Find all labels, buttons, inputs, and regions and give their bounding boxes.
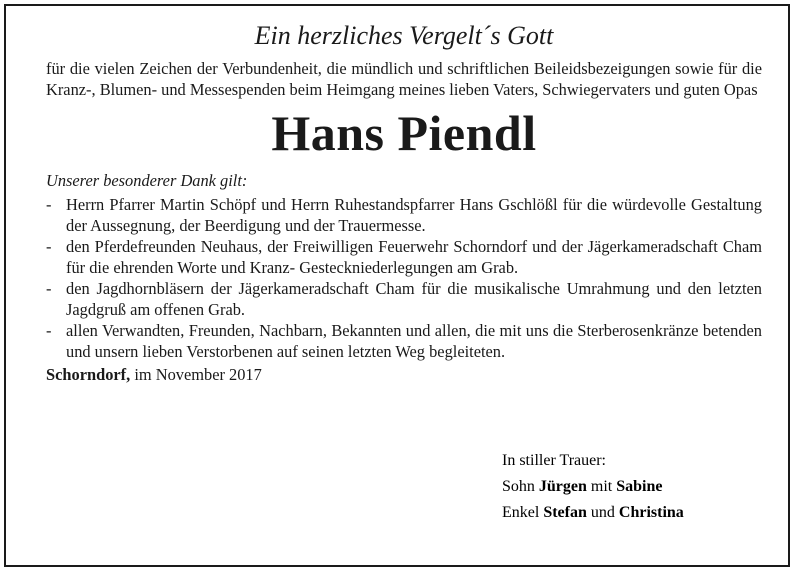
name-granddaughter: Christina bbox=[618, 504, 684, 521]
thanks-item bbox=[46, 194, 762, 236]
thanks-item bbox=[46, 236, 762, 278]
join-word: mit bbox=[590, 478, 613, 495]
mourning-block bbox=[502, 448, 742, 526]
deceased-name: Hans Piendl bbox=[271, 105, 537, 161]
name-daughter-in-law: Sabine bbox=[616, 478, 663, 495]
name-grandson: Stefan bbox=[543, 504, 587, 521]
bullet-dash: - bbox=[46, 321, 52, 340]
place: Schorndorf, bbox=[46, 365, 131, 384]
thanks-item bbox=[46, 278, 762, 320]
headline: Ein herzliches Vergelt´s Gott bbox=[254, 21, 554, 50]
thanks-item-text: den Jagdhornbläsern der Jägerkameradschaft Cham für die musikalische Umrahmung und den letzten Jagdgruß am offenen Grab. bbox=[66, 279, 762, 319]
join-word: und bbox=[590, 504, 615, 521]
thanks-item-text: Herrn Pfarrer Martin Schöpf und Herrn Ruhestandspfarrer Hans Gschlößl für die würdevolle Gestaltung der Aussegnung, der Beerdigung und der Trauermesse. bbox=[66, 195, 762, 235]
intro-text: für die vielen Zeichen der Verbundenheit, die mündlich und schriftlichen Beileidsbezeigungen sowie für die Kranz-, Blumen- und Messespenden beim Heimgang meines lieben Vaters, Schwiegervaters und guten Opas bbox=[46, 59, 762, 99]
thanks-heading: Unserer besonderer Dank gilt: bbox=[46, 171, 248, 190]
thanks-item bbox=[46, 320, 762, 362]
thanks-list bbox=[46, 194, 762, 362]
mourning-line-son bbox=[502, 474, 742, 500]
bullet-dash: - bbox=[46, 195, 52, 214]
mourning-heading: In stiller Trauer: bbox=[502, 452, 606, 469]
thanks-item-text: den Pferdefreunden Neuhaus, der Freiwilligen Feuerwehr Schorndorf und der Jägerkameradschaft Cham für die ehrenden Worte und Kranz- Gesteckniederlegungen am Grab. bbox=[66, 237, 762, 277]
name-son: Jürgen bbox=[538, 478, 587, 495]
bullet-dash: - bbox=[46, 279, 52, 298]
notice-content bbox=[46, 20, 762, 385]
bullet-dash: - bbox=[46, 237, 52, 256]
relation-son: Sohn bbox=[502, 478, 535, 495]
date: im November 2017 bbox=[134, 365, 262, 384]
place-date bbox=[46, 364, 762, 385]
thanks-item-text: allen Verwandten, Freunden, Nachbarn, Bekannten und allen, die mit uns die Sterberosenkränze betenden und unsern lieben Verstorbenen auf seinen letzten Weg begleiteten. bbox=[66, 321, 762, 361]
mourning-line-grandchildren bbox=[502, 500, 742, 526]
notice-frame bbox=[4, 4, 790, 567]
relation-grandchildren: Enkel bbox=[502, 504, 540, 521]
